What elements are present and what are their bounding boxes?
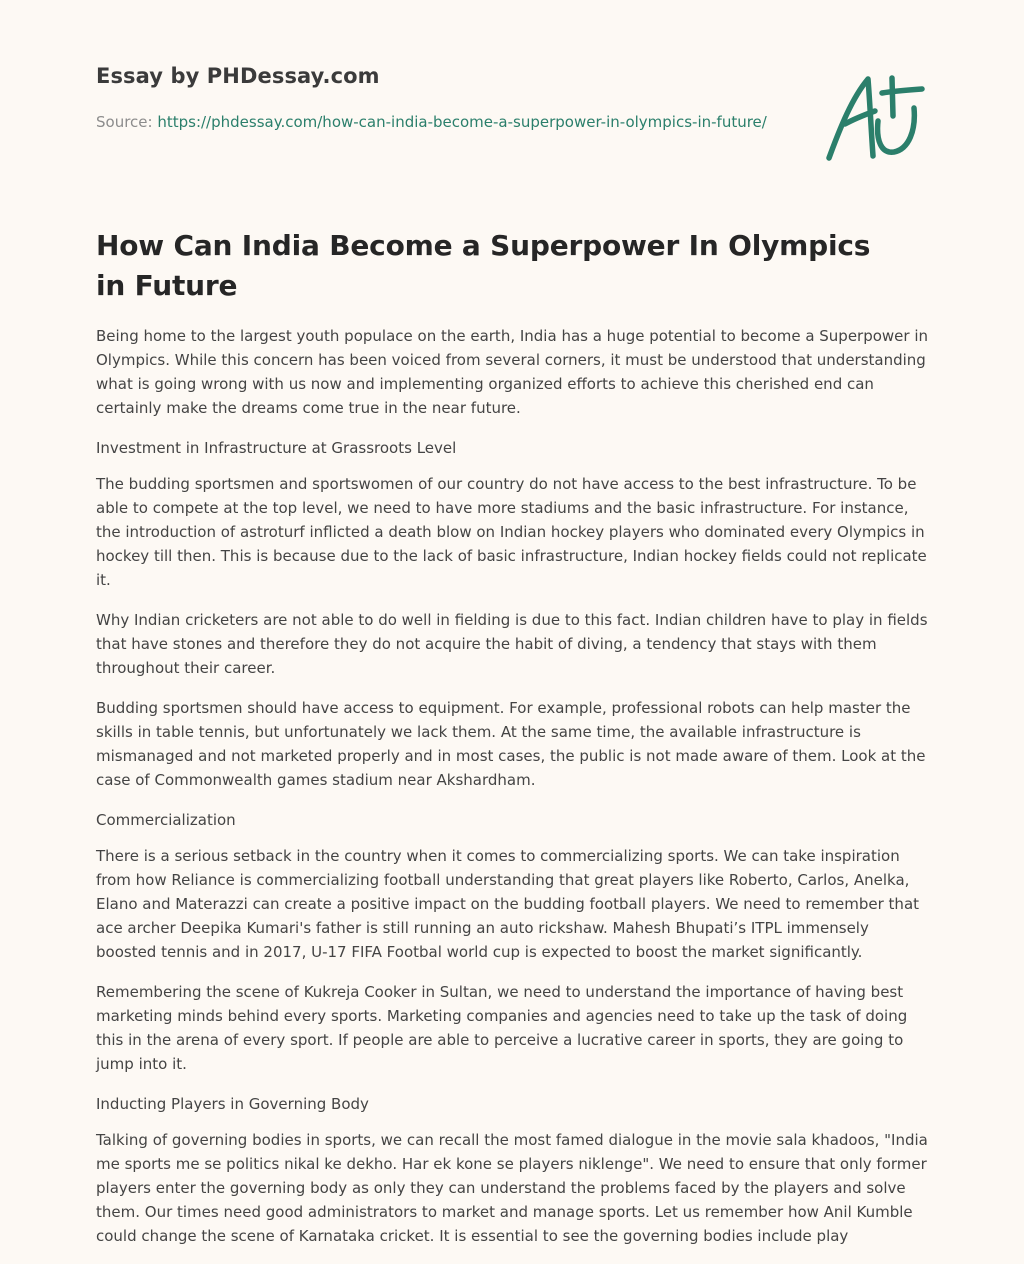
paragraph-intro: Being home to the largest youth populace on the earth, India has a huge potential to become a Superpower in Olympics. While this concern has been voiced from several corners, it must be understood that understanding what is going wrong with us now and implementing organized efforts to achieve this cherished end can certainly make the dreams come true in the near future.	[96, 327, 929, 417]
site-brand: Essay by PHDessay.com	[96, 64, 380, 88]
section-heading-infrastructure: Investment in Infrastructure at Grassroots Level	[96, 439, 457, 457]
source-line	[96, 110, 776, 134]
essay-body	[96, 324, 932, 1264]
paragraph-cricket-fielding: Why Indian cricketers are not able to do well in fielding is due to this fact. Indian children have to play in fields that have stones and therefore they do not acquire the habit of diving, a tendency that stays with them throughout their career.	[96, 611, 928, 677]
source-link[interactable]: https://phdessay.com/how-can-india-become-a-superpower-in-olympics-in-future/	[157, 113, 767, 131]
paragraph-infrastructure: The budding sportsmen and sportswomen of our country do not have access to the best infrastructure. To be able to compete at the top level, we need to have more stadiums and the basic infrastructure. For instance, the introduction of astroturf inflicted a death blow on Indian hockey players who dominated every Olympics in hockey till then. This is because due to the lack of basic infrastructure, Indian hockey fields could not replicate it.	[96, 475, 927, 589]
essay-title: How Can India Become a Superpower In Olympics in Future	[96, 229, 871, 302]
section-heading-commercialization: Commercialization	[96, 811, 236, 829]
paragraph-governing-body: Talking of governing bodies in sports, we can recall the most famed dialogue in the movie sala khadoos, "India me sports me se politics nikal ke dekho. Har ek kone se players niklenge". We need to ensure that only former players enter the governing body as only they can understand the problems faced by the players and solve them. Our times need good administrators to market and manage sports. Let us remember how Anil Kumble could change the scene of Karnataka cricket. It is essential to see the governing bodies include play	[96, 1131, 928, 1245]
source-label: Source:	[96, 113, 158, 131]
section-heading-governing-body: Inducting Players in Governing Body	[96, 1095, 369, 1113]
paragraph-marketing: Remembering the scene of Kukreja Cooker in Sultan, we need to understand the importance of having best marketing minds behind every sports. Marketing companies and agencies need to take up the task of doing this in the arena of every sport. If people are able to perceive a lucrative career in sports, they are going to jump into it.	[96, 983, 908, 1073]
paragraph-commercialization: There is a serious setback in the country when it comes to commercializing sports. We can take inspiration from how Reliance is commercializing football understanding that great players like Roberto, Carlos, Anelka, Elano and Materazzi can create a positive impact on the budding football players. We need to remember that ace archer Deepika Kumari's father is still running an auto rickshaw. Mahesh Bhupati’s ITPL immensely boosted tennis and in 2017, U-17 FIFA Footbal world cup is expected to boost the market significantly.	[96, 847, 920, 961]
a-plus-grade-icon	[818, 66, 934, 170]
paragraph-equipment: Budding sportsmen should have access to equipment. For example, professional robots can help master the skills in table tennis, but unfortunately we lack them. At the same time, the available infrastructure is mismanaged and not marketed properly and in most cases, the public is not made aware of them. Look at the case of Commonwealth games stadium near Akshardham.	[96, 699, 926, 789]
